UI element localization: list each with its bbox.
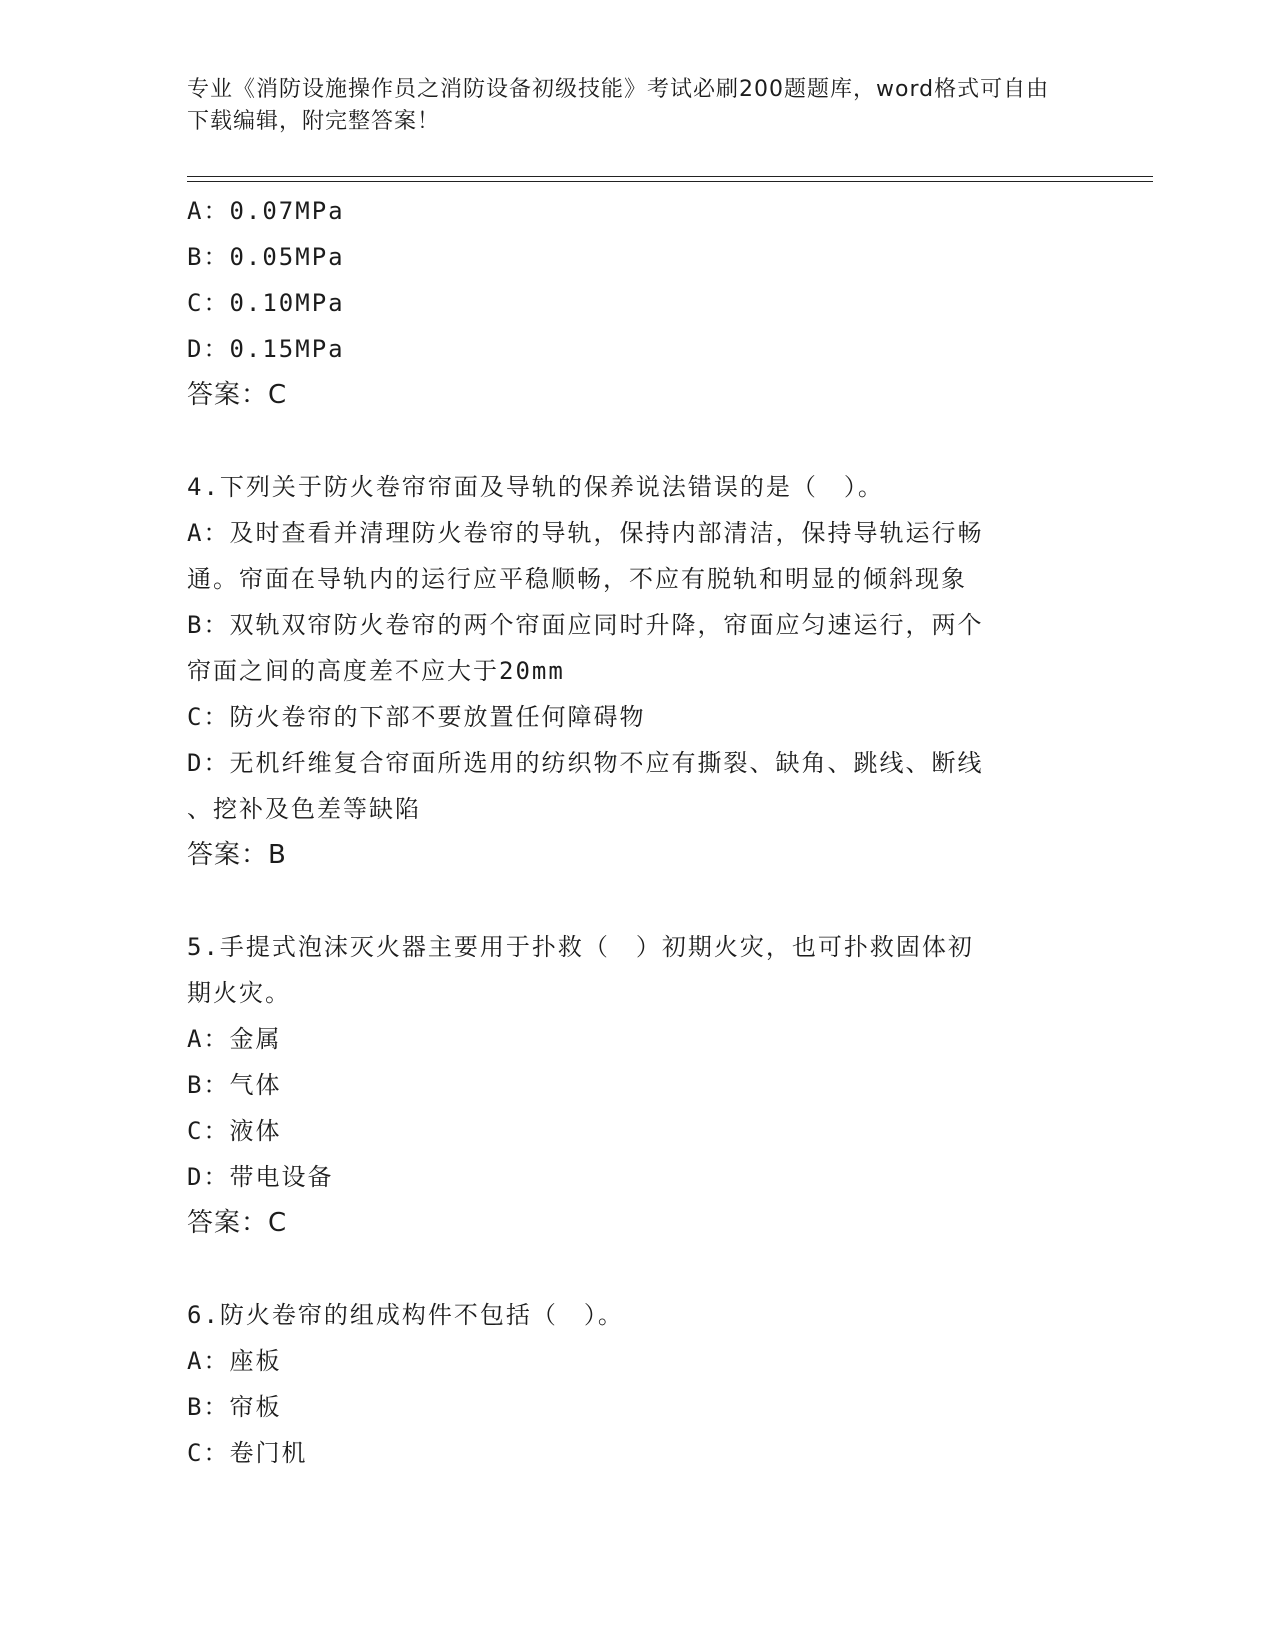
option-a: A：及时查看并清理防火卷帘的导轨，保持内部清洁，保持导轨运行畅 bbox=[187, 519, 984, 547]
question-stem: 6.防火卷帘的组成构件不包括（ ）。 bbox=[187, 1301, 624, 1329]
header-text: 专业《消防设施操作员之消防设备初级技能》考试必刷200题题库，word格式可自由下载编辑，附完整答案！ bbox=[187, 77, 1050, 134]
option-a-continued: 通。帘面在导轨内的运行应平稳顺畅，不应有脱轨和明显的倾斜现象 bbox=[187, 565, 967, 593]
option-d: D：无机纤维复合帘面所选用的纺织物不应有撕裂、缺角、跳线、断线 bbox=[187, 749, 984, 777]
question-6 bbox=[187, 1292, 1067, 1476]
answer: 答案：B bbox=[187, 840, 287, 870]
header-rule-top bbox=[187, 176, 1153, 177]
option-b: B：双轨双帘防火卷帘的两个帘面应同时升降，帘面应匀速运行，两个 bbox=[187, 611, 984, 639]
option-a: A：座板 bbox=[187, 1347, 282, 1375]
question-content bbox=[187, 188, 1067, 1476]
option-c: C：液体 bbox=[187, 1117, 282, 1145]
option-b: B：气体 bbox=[187, 1071, 282, 1099]
option-a: A：0.07MPa bbox=[187, 197, 345, 225]
option-d-continued: 、挖补及色差等缺陷 bbox=[187, 795, 421, 823]
option-d: D：0.15MPa bbox=[187, 335, 345, 363]
option-b: B：帘板 bbox=[187, 1393, 282, 1421]
answer: 答案：C bbox=[187, 380, 288, 410]
option-c: C：0.10MPa bbox=[187, 289, 345, 317]
question-stem: 4.下列关于防火卷帘帘面及导轨的保养说法错误的是（ ）。 bbox=[187, 473, 884, 501]
document-header bbox=[187, 74, 1067, 138]
question-stem-continued: 期火灾。 bbox=[187, 979, 291, 1007]
option-c: C：防火卷帘的下部不要放置任何障碍物 bbox=[187, 703, 646, 731]
question-gap bbox=[187, 1246, 1067, 1292]
question-4 bbox=[187, 464, 1067, 878]
option-d: D：带电设备 bbox=[187, 1163, 334, 1191]
question-gap bbox=[187, 878, 1067, 924]
header-rule-bottom bbox=[187, 181, 1153, 182]
option-a: A：金属 bbox=[187, 1025, 282, 1053]
option-c: C：卷门机 bbox=[187, 1439, 308, 1467]
question-5 bbox=[187, 924, 1067, 1246]
option-b-continued: 帘面之间的高度差不应大于20mm bbox=[187, 657, 565, 685]
question-gap bbox=[187, 418, 1067, 464]
answer: 答案：C bbox=[187, 1208, 288, 1238]
question-3-options bbox=[187, 188, 1067, 418]
question-stem: 5.手提式泡沫灭火器主要用于扑救（ ）初期火灾，也可扑救固体初 bbox=[187, 933, 974, 961]
option-b: B：0.05MPa bbox=[187, 243, 345, 271]
